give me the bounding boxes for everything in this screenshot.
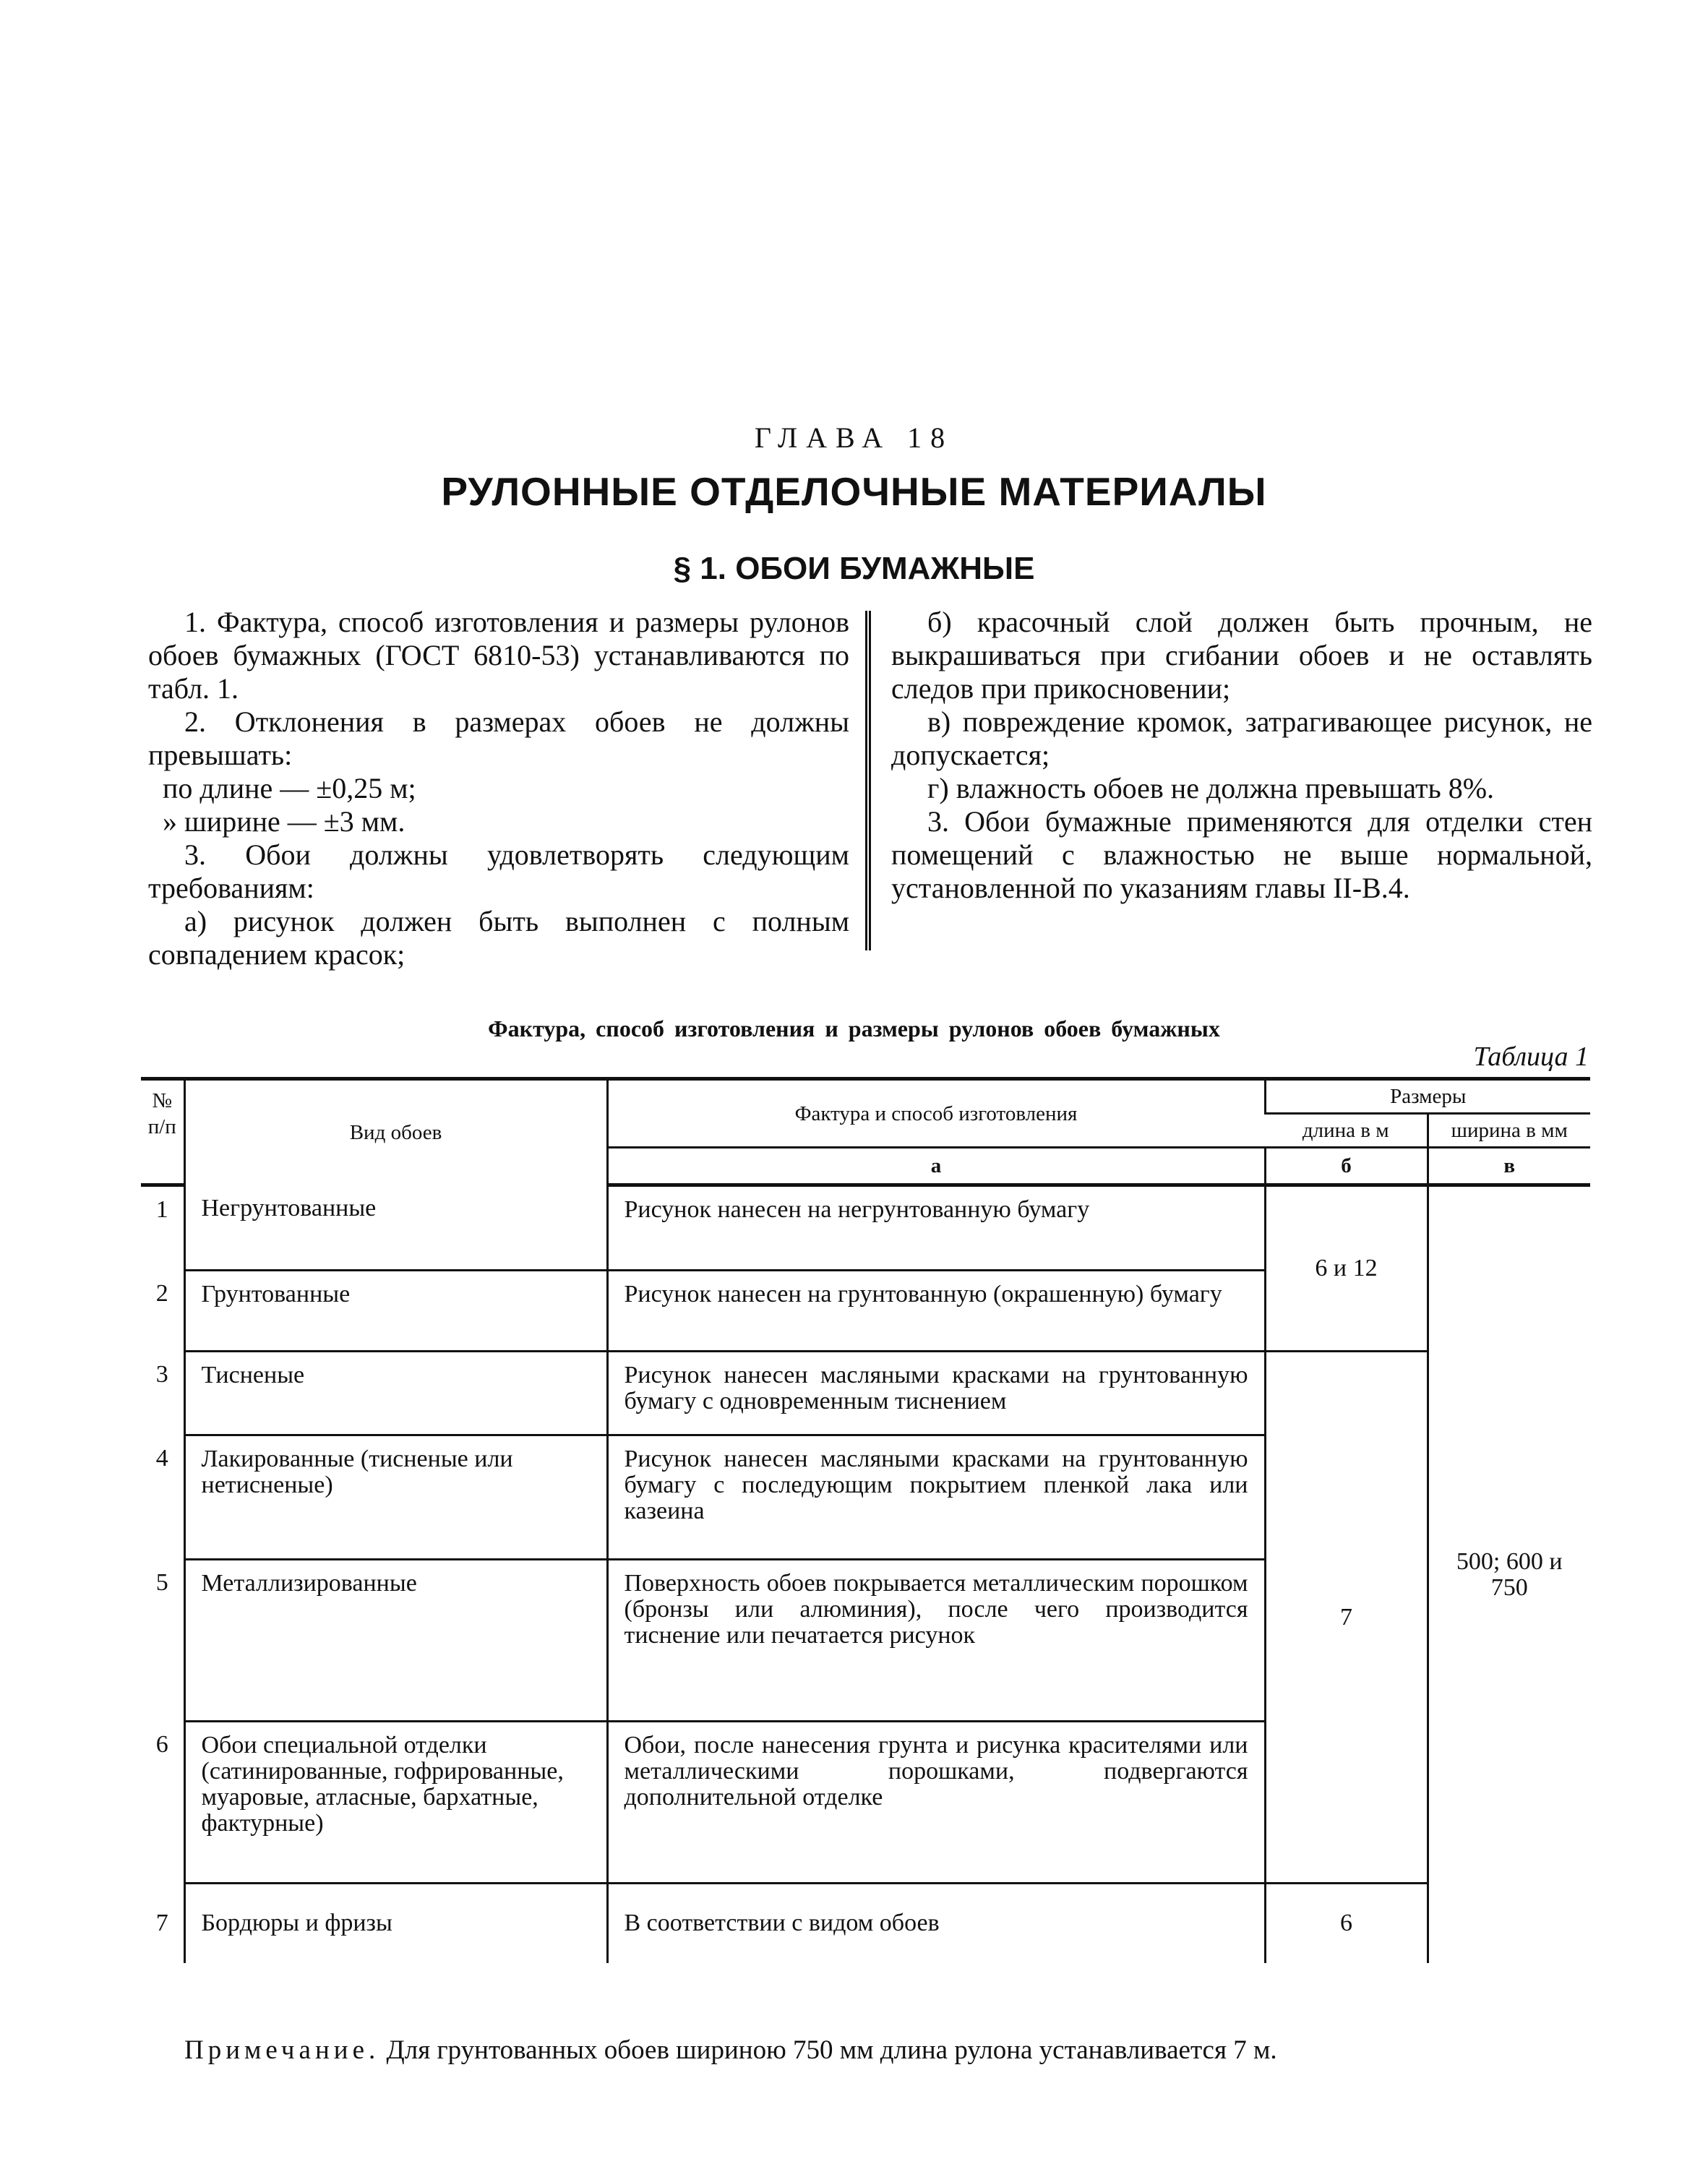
header-col-b: б	[1265, 1148, 1428, 1185]
row-number: 4	[155, 1444, 168, 1472]
row-number: 7	[155, 1909, 168, 1936]
table-row	[141, 1185, 1590, 1271]
paragraph-1: 1. Фактура, способ изготовления и размеры рулонов обоев бумажных (ГОСТ 6810-53) устанавливаются по табл. 1.	[148, 606, 849, 705]
header-num: № п/п	[141, 1079, 184, 1148]
row-description: В соответствии с видом обоев	[607, 1884, 1265, 1963]
row-number: 2	[155, 1279, 168, 1307]
row-description: Поверхность обоев покрывается металлическим порошком (бронзы или алюминия), после чего производится тиснение или печатается рисунок	[607, 1560, 1265, 1722]
table-row	[141, 1884, 1590, 1963]
header-col-a: а	[607, 1148, 1265, 1185]
column-divider	[865, 611, 871, 950]
section-heading: § 1. ОБОИ БУМАЖНЫЕ	[673, 551, 1035, 586]
header-width: ширина в мм	[1428, 1114, 1590, 1148]
row-description: Рисунок нанесен на негрунтованную бумагу	[607, 1185, 1265, 1271]
row-type: Металлизированные	[184, 1560, 607, 1722]
table-label: Таблица 1	[1473, 1042, 1589, 1072]
row-number: 1	[155, 1196, 168, 1223]
header-col-c: в	[1428, 1148, 1590, 1185]
tolerance-width: » ширине — ±3 мм.	[163, 805, 405, 838]
row-type: Обои специальной отделки (сатинированные, гофрированные, муаровые, атласные, бархатные, фактурные)	[184, 1722, 607, 1884]
wallpaper-table	[141, 1077, 1590, 1963]
chapter-title: РУЛОННЫЕ ОТДЕЛОЧНЫЕ МАТЕРИАЛЫ	[441, 469, 1267, 514]
row-type: Бордюры и фризы	[184, 1884, 607, 1963]
length-rows-1-2: 6 и 12	[1265, 1185, 1428, 1352]
note-text: Для грунтованных обоев шириною 750 мм длина рулона устанавливается 7 м.	[386, 2035, 1277, 2065]
table-note	[184, 2035, 1277, 2066]
table-row	[141, 1352, 1590, 1435]
left-text-column	[148, 606, 849, 971]
requirement-b: б) красочный слой должен быть прочным, не выкрашиваться при сгибании обоев и не оставлять следов при прикосновении;	[891, 606, 1592, 705]
requirement-a: а) рисунок должен быть выполнен с полным совпадением красок;	[148, 905, 849, 971]
paragraph-4: 3. Обои бумажные применяются для отделки стен помещений с влажностью не выше нормальной, установленной по указаниям главы II-В.4.	[891, 805, 1592, 904]
row-description: Рисунок нанесен на грунтованную (окрашенную) бумагу	[607, 1271, 1265, 1352]
width-all-rows: 500; 600 и 750	[1428, 1185, 1590, 1963]
row-description: Рисунок нанесен масляными красками на грунтованную бумагу с одновременным тиснением	[607, 1352, 1265, 1435]
paragraph-3: 3. Обои должны удовлетворять следующим требованиям:	[148, 838, 849, 904]
row-number: 5	[155, 1568, 168, 1596]
header-type: Вид обоев	[184, 1079, 607, 1185]
note-label: Примечание.	[184, 2035, 380, 2065]
right-text-column	[891, 606, 1592, 905]
paragraph-2: 2. Отклонения в размерах обоев не должны превышать:	[148, 705, 849, 771]
table-caption: Фактура, способ изготовления и размеры рулонов обоев бумажных	[488, 1015, 1220, 1042]
row-type: Тисненые	[184, 1352, 607, 1435]
header-texture: Фактура и способ изготовления	[607, 1079, 1265, 1148]
row-number: 3	[155, 1360, 168, 1388]
row-description: Обои, после нанесения грунта и рисунка красителями или металлическими порошками, подвергаются дополнительной отделке	[607, 1722, 1265, 1884]
requirement-d: г) влажность обоев не должна превышать 8%.	[927, 772, 1495, 804]
length-row-7: 6	[1265, 1884, 1428, 1963]
row-description: Рисунок нанесен масляными красками на грунтованную бумагу с последующим покрытием пленкой лака или казеина	[607, 1435, 1265, 1560]
requirement-c: в) повреждение кромок, затрагивающее рисунок, не допускается;	[891, 705, 1592, 771]
row-type: Лакированные (тисненые или нетисненые)	[184, 1435, 607, 1560]
header-num-blank	[141, 1148, 184, 1185]
row-type: Негрунтованные	[184, 1185, 607, 1271]
chapter-heading: ГЛАВА 18	[754, 421, 954, 454]
row-type: Грунтованные	[184, 1271, 607, 1352]
header-sizes: Размеры	[1265, 1079, 1590, 1114]
length-rows-3-6: 7	[1265, 1352, 1428, 1884]
header-length: длина в м	[1265, 1114, 1428, 1148]
tolerance-length: по длине — ±0,25 м;	[163, 772, 416, 804]
row-number: 6	[155, 1730, 168, 1758]
